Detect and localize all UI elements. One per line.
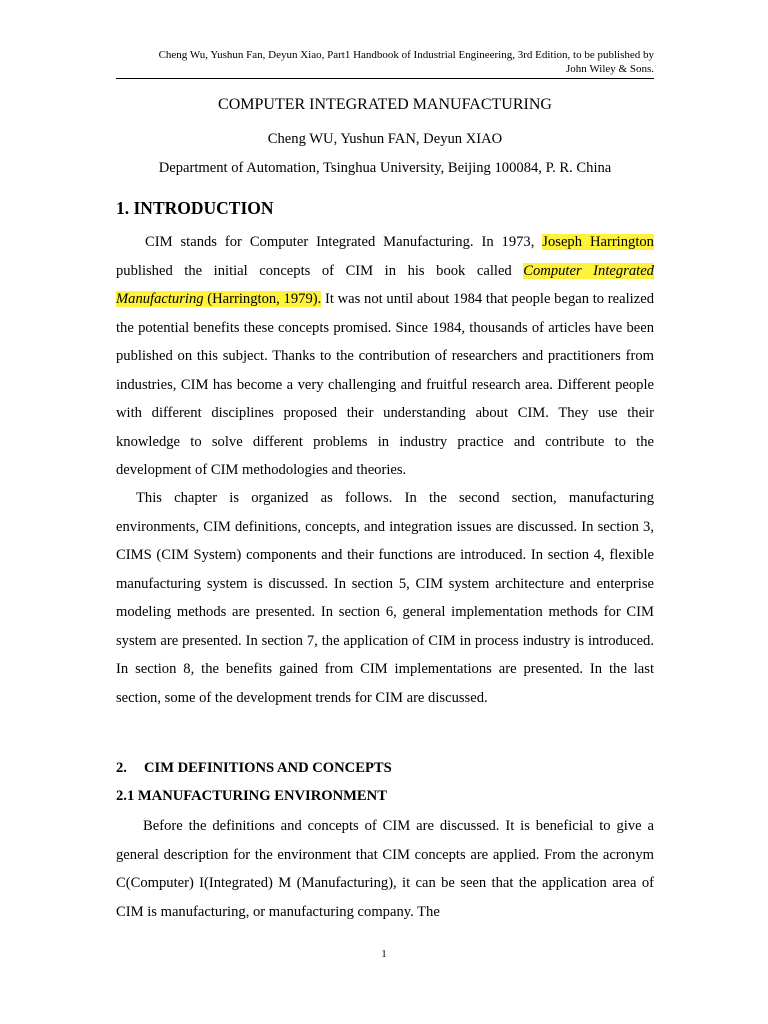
affiliation: Department of Automation, Tsinghua University, Beijing 100084, P. R. China <box>158 160 612 176</box>
intro-paragraph-2: This chapter is organized as follows. In the second section, manufacturing environments, CIM definitions, concepts, and integration issues are discussed. In section 3, CIMS (CIM System) components and their functions are introduced. In section 4, flexible manufacturing system is discussed. In section 5, CIM system architecture and enterprise modeling methods are presented. In section 6, general implementation methods for CIM system are presented. In section 7, the application of CIM in process industry is introduced. In section 8, the benefits gained from CIM implementations are presented. In the last section, some of the development trends for CIM are discussed. <box>116 490 654 706</box>
highlight-citation: (Harrington, 1979). <box>203 291 322 307</box>
header-line-1: Cheng Wu, Yushun Fan, Deyun Xiao, Part1 Handbook of Industrial Engineering, 3rd Edition, to be published by <box>158 49 654 61</box>
page-number: 1 <box>381 948 387 960</box>
section-2-number: 2. <box>116 760 127 776</box>
intro-paragraph-1 <box>116 228 654 485</box>
header-line-2: John Wiley & Sons. <box>566 63 654 75</box>
running-header <box>116 48 654 79</box>
section-2-heading <box>116 760 392 777</box>
text-run: It was not until about 1984 that people began to realized the potential benefits these concepts promised. Since 1984, thousands of articles have been published on this subject. Thanks to the contribution of researchers and practitioners from industries, CIM has become a very challenging and fruitful research area. Different people with different disciplines proposed their understanding about CIM. They use their knowledge to solve different problems in industry practice and contribute to the development of CIM methodologies and theories. <box>116 291 654 478</box>
highlight-book-title: Computer Integrated Manufacturing <box>116 262 654 307</box>
section-2-1-heading: 2.1 MANUFACTURING ENVIRONMENT <box>116 788 387 804</box>
paper-title: COMPUTER INTEGRATED MANUFACTURING <box>218 96 552 113</box>
section-2-title: CIM DEFINITIONS AND CONCEPTS <box>144 760 392 776</box>
text-run: CIM stands for Computer Integrated Manufacturing. In 1973, <box>145 234 543 250</box>
text-run: published the initial concepts of CIM in his book called <box>116 262 524 279</box>
section-2-1-paragraph: Before the definitions and concepts of CIM are discussed. It is beneficial to give a general description for the environment that CIM concepts are applied. From the acronym C(Computer) I(Integrated) M (Manufacturing), it can be seen that the application area of CIM is manufacturing, or manufacturing company. The <box>116 818 654 920</box>
highlight-author-name: Joseph Harrington <box>542 234 654 250</box>
section-1-heading: 1. INTRODUCTION <box>116 198 274 218</box>
authors: Cheng WU, Yushun FAN, Deyun XIAO <box>267 131 503 147</box>
